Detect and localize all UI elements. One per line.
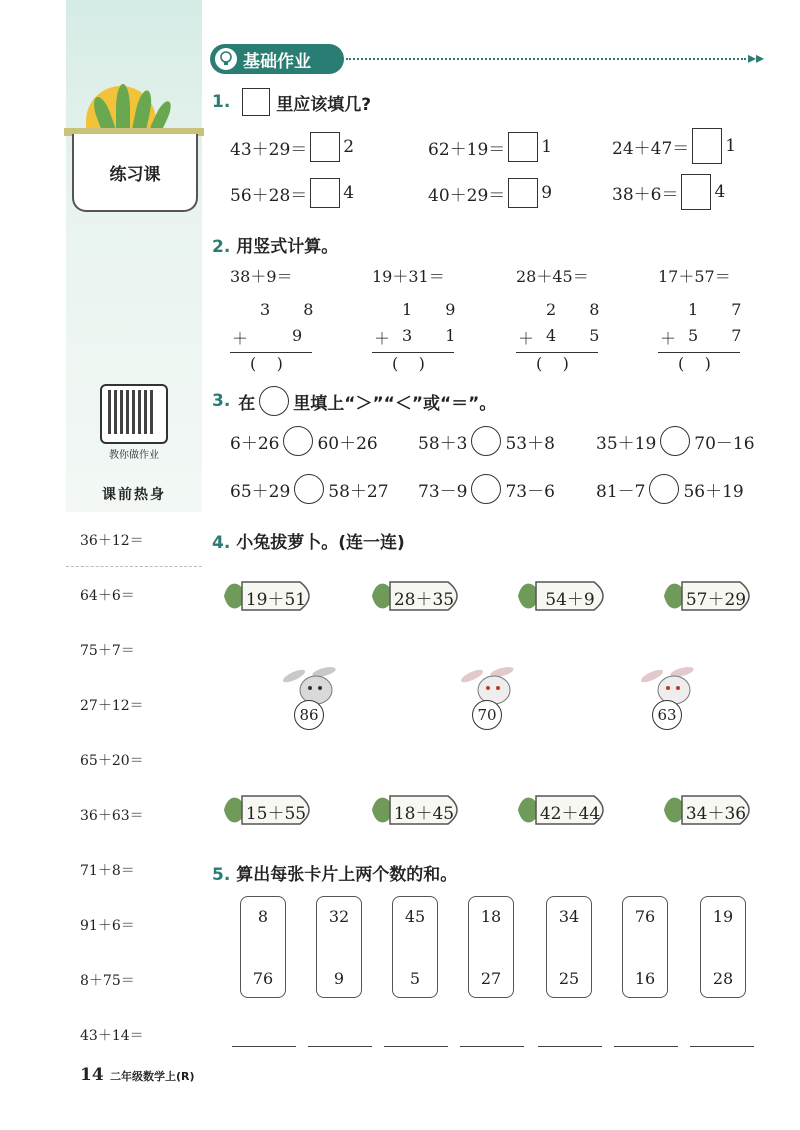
calc-expr: 19＋31＝: [372, 267, 445, 286]
compare-circle[interactable]: [471, 474, 501, 504]
lesson-title: 练习课: [72, 134, 198, 212]
answer-box[interactable]: [508, 132, 538, 162]
warmup-item: 36＋12＝: [80, 533, 144, 549]
q3-left: 73－9: [418, 481, 468, 502]
q1-item: [612, 128, 736, 164]
carrot-expr: 54＋9: [545, 590, 595, 610]
answer-box[interactable]: [508, 178, 538, 208]
q3-left: 58＋3: [418, 433, 468, 454]
q1-text: 里应该填几?: [276, 94, 372, 115]
q3-item: [230, 426, 378, 456]
warmup-item: 71＋8＝: [80, 863, 135, 879]
bunny-number: 70: [472, 700, 502, 730]
card-bottom: 25: [558, 969, 580, 988]
warmup-item: 43＋14＝: [80, 1028, 144, 1044]
number-card: [316, 896, 362, 998]
vertical-calc: [230, 264, 340, 374]
carrot-card[interactable]: [516, 790, 612, 830]
q4-number: 4.: [212, 533, 231, 553]
answer-line[interactable]: [460, 1046, 524, 1047]
answer-line[interactable]: [232, 1046, 296, 1047]
number-card: [240, 896, 286, 998]
carrot-card[interactable]: [222, 576, 318, 616]
card-top: 45: [404, 907, 426, 926]
answer-line[interactable]: [384, 1046, 448, 1047]
carrot-expr: 15＋55: [245, 804, 307, 824]
q4-text: 小兔拔萝卜。(连一连): [236, 533, 405, 553]
q3-right: 56＋19: [683, 481, 744, 502]
qr-code-icon[interactable]: [108, 390, 156, 434]
plant-leaf-icon: [116, 84, 130, 132]
bunny-number: 63: [652, 700, 682, 730]
q3-title: [212, 386, 496, 416]
compare-circle[interactable]: [660, 426, 690, 456]
number-card: [622, 896, 668, 998]
q3-right: 53＋8: [505, 433, 555, 454]
q5-number: 5.: [212, 865, 231, 885]
warmup-title: 课前热身: [102, 487, 166, 503]
card-top: 19: [712, 907, 734, 926]
bunny[interactable]: [280, 664, 344, 726]
carrot-card[interactable]: [662, 790, 758, 830]
card-top: 34: [558, 907, 580, 926]
answer-line[interactable]: [690, 1046, 754, 1047]
card-top: 76: [634, 907, 656, 926]
q3-right: 70－16: [694, 433, 755, 454]
q5-text: 算出每张卡片上两个数的和。: [236, 865, 458, 885]
section-header: [210, 44, 344, 74]
card-bottom: 27: [480, 969, 502, 988]
compare-circle[interactable]: [471, 426, 501, 456]
warmup-item: 64＋6＝: [80, 588, 135, 604]
card-top: 8: [257, 907, 269, 926]
number-card: [546, 896, 592, 998]
warmup-divider: [66, 566, 202, 567]
q1-item: [612, 174, 725, 210]
q3-number: 3.: [212, 391, 231, 411]
calc-top: 1 9: [402, 300, 470, 319]
compare-circle[interactable]: [283, 426, 313, 456]
card-bottom: 76: [252, 969, 274, 988]
number-card: [392, 896, 438, 998]
answer-box[interactable]: [692, 128, 722, 164]
compare-circle[interactable]: [649, 474, 679, 504]
card-bottom: 16: [634, 969, 656, 988]
q1-digit: 4: [343, 183, 355, 203]
card-top: 32: [328, 907, 350, 926]
q1-title: [212, 88, 371, 116]
answer-box[interactable]: [310, 132, 340, 162]
q3-right: 73－6: [505, 481, 555, 502]
q1-item: [230, 178, 354, 208]
answer-line[interactable]: [308, 1046, 372, 1047]
answer-box[interactable]: [681, 174, 711, 210]
q1-digit: 1: [725, 136, 737, 156]
calc-top: 1 7: [688, 300, 756, 319]
lightbulb-icon: [215, 48, 237, 70]
vertical-calc: [658, 264, 768, 374]
q1-expr: 62＋19＝: [428, 139, 506, 160]
q3-item: [230, 474, 389, 504]
q1-expr: 43＋29＝: [230, 139, 308, 160]
double-arrow-icon: ▸▸: [748, 48, 765, 67]
calc-op: ＋: [374, 329, 391, 348]
calc-expr: 38＋9＝: [230, 267, 293, 286]
carrot-expr: 57＋29: [685, 590, 747, 610]
bunny[interactable]: [458, 664, 522, 726]
q3-item: [418, 474, 555, 504]
calc-answer[interactable]: ( ): [392, 354, 425, 373]
calc-answer[interactable]: ( ): [536, 354, 569, 373]
bunny-number: 86: [294, 700, 324, 730]
calc-top: 3 8: [260, 300, 328, 319]
warmup-item: 91＋6＝: [80, 918, 135, 934]
calc-op: ＋: [660, 329, 677, 348]
calc-bottom: 3 1: [402, 326, 470, 345]
carrot-expr: 42＋44: [539, 804, 601, 824]
q3-left: 65＋29: [230, 481, 291, 502]
q1-digit: 1: [541, 137, 553, 157]
q1-item: [428, 132, 552, 162]
q1-expr: 24＋47＝: [612, 138, 690, 159]
calc-op: ＋: [232, 329, 249, 348]
warmup-item: 36＋63＝: [80, 808, 144, 824]
q5-title: [212, 860, 457, 885]
card-bottom: 28: [712, 969, 734, 988]
carrot-card[interactable]: [222, 790, 318, 830]
q3-left: 35＋19: [596, 433, 657, 454]
carrot-card[interactable]: [370, 790, 466, 830]
carrot-expr: 18＋45: [393, 804, 455, 824]
blank-box-icon: [242, 88, 270, 116]
book-label: 二年级数学上(R): [110, 1070, 195, 1083]
vertical-calc: [516, 264, 626, 374]
carrot-card[interactable]: [370, 576, 466, 616]
q1-expr: 38＋6＝: [612, 184, 679, 205]
warmup-item: 27＋12＝: [80, 698, 144, 714]
calc-line: [372, 352, 454, 353]
q2-number: 2.: [212, 237, 231, 257]
card-top: 18: [480, 907, 502, 926]
section-title: 基础作业: [243, 51, 311, 72]
q1-expr: 56＋28＝: [230, 185, 308, 206]
q1-expr: 40＋29＝: [428, 185, 506, 206]
number-card: [468, 896, 514, 998]
q1-digit: 9: [541, 183, 553, 203]
q1-item: [428, 178, 552, 208]
calc-bottom: 9: [292, 326, 303, 345]
q3-text-pre: 在: [238, 393, 256, 414]
header-dotted-line: [346, 58, 746, 60]
q2-title: [212, 232, 338, 257]
carrot-card[interactable]: [662, 576, 758, 616]
answer-box[interactable]: [310, 178, 340, 208]
q1-digit: 4: [714, 182, 726, 202]
page-number: 14: [80, 1065, 104, 1085]
calc-line: [658, 352, 740, 353]
q1-digit: 2: [343, 137, 355, 157]
vertical-calc: [372, 264, 482, 374]
compare-circle[interactable]: [294, 474, 324, 504]
q4-title: [212, 528, 405, 553]
q3-text-post: 里填上“＞”“＜”或“＝”。: [293, 393, 497, 414]
q3-left: 81－7: [596, 481, 646, 502]
calc-answer[interactable]: ( ): [678, 354, 711, 373]
bunny[interactable]: [638, 664, 702, 726]
warmup-item: 65＋20＝: [80, 753, 144, 769]
warmup-item: 8＋75＝: [80, 973, 135, 989]
q3-right: 58＋27: [328, 481, 389, 502]
card-bottom: 9: [333, 969, 345, 988]
carrot-expr: 28＋35: [393, 590, 455, 610]
carrot-expr: 19＋51: [245, 590, 307, 610]
q3-item: [418, 426, 555, 456]
calc-answer[interactable]: ( ): [250, 354, 283, 373]
q3-item: [596, 474, 744, 504]
q1-number: 1.: [212, 92, 231, 112]
answer-line[interactable]: [538, 1046, 602, 1047]
q2-text: 用竖式计算。: [236, 237, 339, 257]
calc-bottom: 4 5: [546, 326, 614, 345]
calc-bottom: 5 7: [688, 326, 756, 345]
q3-right: 60＋26: [317, 433, 378, 454]
warmup-item: 75＋7＝: [80, 643, 135, 659]
blank-circle-icon: [259, 386, 289, 416]
qr-label: 教你做作业: [109, 450, 159, 461]
calc-line: [230, 352, 312, 353]
q1-item: [230, 132, 354, 162]
q3-left: 6＋26: [230, 433, 280, 454]
number-card: [700, 896, 746, 998]
calc-expr: 28＋45＝: [516, 267, 589, 286]
q3-item: [596, 426, 755, 456]
calc-op: ＋: [518, 329, 535, 348]
answer-line[interactable]: [614, 1046, 678, 1047]
card-bottom: 5: [409, 969, 421, 988]
calc-top: 2 8: [546, 300, 614, 319]
calc-line: [516, 352, 598, 353]
calc-expr: 17＋57＝: [658, 267, 731, 286]
carrot-expr: 34＋36: [685, 804, 747, 824]
carrot-card[interactable]: [516, 576, 612, 616]
